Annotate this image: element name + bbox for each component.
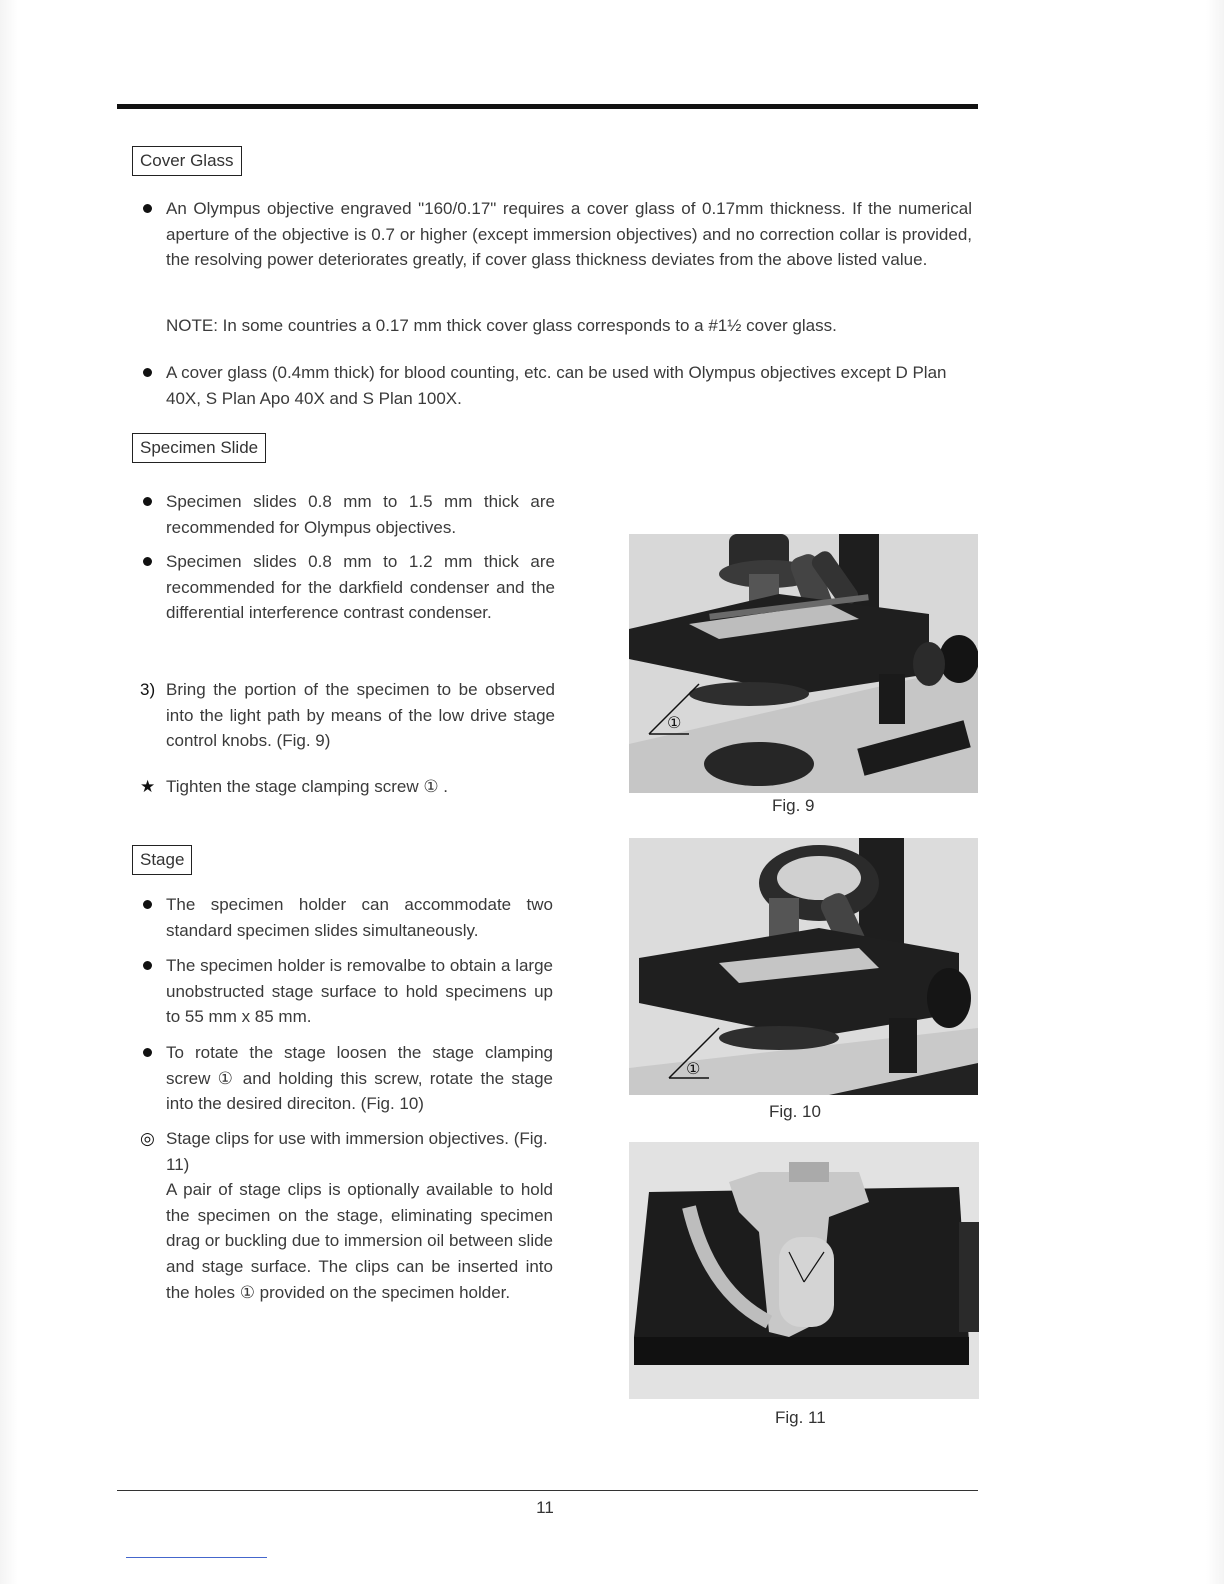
bullet-icon <box>143 900 152 909</box>
scan-artifact-line <box>126 1557 267 1558</box>
fig-11-caption: Fig. 11 <box>775 1408 826 1427</box>
bullet-icon <box>143 557 152 566</box>
page-number: 11 <box>536 1498 554 1517</box>
step-3-text: Bring the portion of the specimen to be observed into the light path by means of the low drive stage control knobs. (Fig. 9) <box>166 680 555 751</box>
cover-glass-bullet-2 <box>166 360 974 411</box>
stage-bullet-1 <box>166 892 553 943</box>
step-number: 3) <box>140 680 156 699</box>
stage-bullet-2-text: The specimen holder is removalbe to obtain a large unobstructed stage surface to hold specimens up to 55 mm x 85 mm. <box>166 956 553 1027</box>
page-edge-right <box>1206 0 1224 1584</box>
stage-bullet-3 <box>166 1040 553 1117</box>
stage-optional-title: Stage clips for use with immersion objectives. (Fig. 11) <box>166 1129 548 1174</box>
fig-9-image <box>629 534 978 793</box>
cover-glass-heading: Cover Glass <box>132 146 242 176</box>
fig-9-caption: Fig. 9 <box>772 796 815 815</box>
star-note-text: Tighten the stage clamping screw ① . <box>166 777 449 796</box>
stage-bullet-2 <box>166 953 553 1030</box>
specimen-slide-bullet-1-text: Specimen slides 0.8 mm to 1.5 mm thick are recommended for Olympus objectives. <box>166 492 555 537</box>
bullet-icon <box>143 368 152 377</box>
fig-11-image <box>629 1142 979 1399</box>
stage-bullet-3-text: To rotate the stage loosen the stage clamping screw ① and holding this screw, rotate the stage into the desired direciton. (Fig. 10) <box>166 1043 553 1114</box>
page-edge-left <box>0 0 18 1584</box>
bullet-icon <box>143 1048 152 1057</box>
bottom-rule <box>117 1490 978 1491</box>
specimen-slide-heading: Specimen Slide <box>132 433 266 463</box>
top-rule <box>117 104 978 109</box>
star-icon: ★ <box>140 777 156 796</box>
stage-optional <box>140 1126 553 1305</box>
fig-10-image <box>629 838 978 1095</box>
stage-heading: Stage <box>132 845 192 875</box>
cover-glass-bullet-1-text: An Olympus objective engraved "160/0.17" requires a cover glass of 0.17mm thickness. If the numerical aperture of the objective is 0.7 or higher (except immersion objectives) and no correction collar is provided, the resolving power deteriorates greatly, if cover glass thickness deviates from the above listed value. <box>166 199 972 270</box>
stage-bullet-1-text: The specimen holder can accommodate two standard specimen slides simultaneously. <box>166 895 553 940</box>
double-circle-icon: ◎ <box>140 1129 155 1148</box>
cover-glass-bullet-1 <box>166 196 972 273</box>
specimen-slide-bullet-2 <box>166 549 555 626</box>
cover-glass-note: NOTE: In some countries a 0.17 mm thick cover glass corresponds to a #1½ cover glass. <box>166 316 837 335</box>
bullet-icon <box>143 497 152 506</box>
fig-9-callout: ① <box>667 715 682 732</box>
fig-10-caption: Fig. 10 <box>769 1102 821 1121</box>
specimen-slide-bullet-1 <box>166 489 555 540</box>
specimen-slide-bullet-2-text: Specimen slides 0.8 mm to 1.2 mm thick are recommended for the darkfield condenser and the differential interference contrast condenser. <box>166 552 555 623</box>
stage-optional-text: A pair of stage clips is optionally available to hold the specimen on the stage, eliminating specimen drag or buckling due to immersion oil between slide and stage surface. The clips can be inserted into the holes ① provided on the specimen holder. <box>166 1180 553 1302</box>
cover-glass-bullet-2-text: A cover glass (0.4mm thick) for blood counting, etc. can be used with Olympus objectives except D Plan 40X, S Plan Apo 40X and S Plan 100X. <box>166 363 947 408</box>
bullet-icon <box>143 204 152 213</box>
fig-10-callout: ① <box>686 1061 701 1078</box>
star-note <box>140 774 555 800</box>
bullet-icon <box>143 961 152 970</box>
step-3 <box>140 677 555 754</box>
